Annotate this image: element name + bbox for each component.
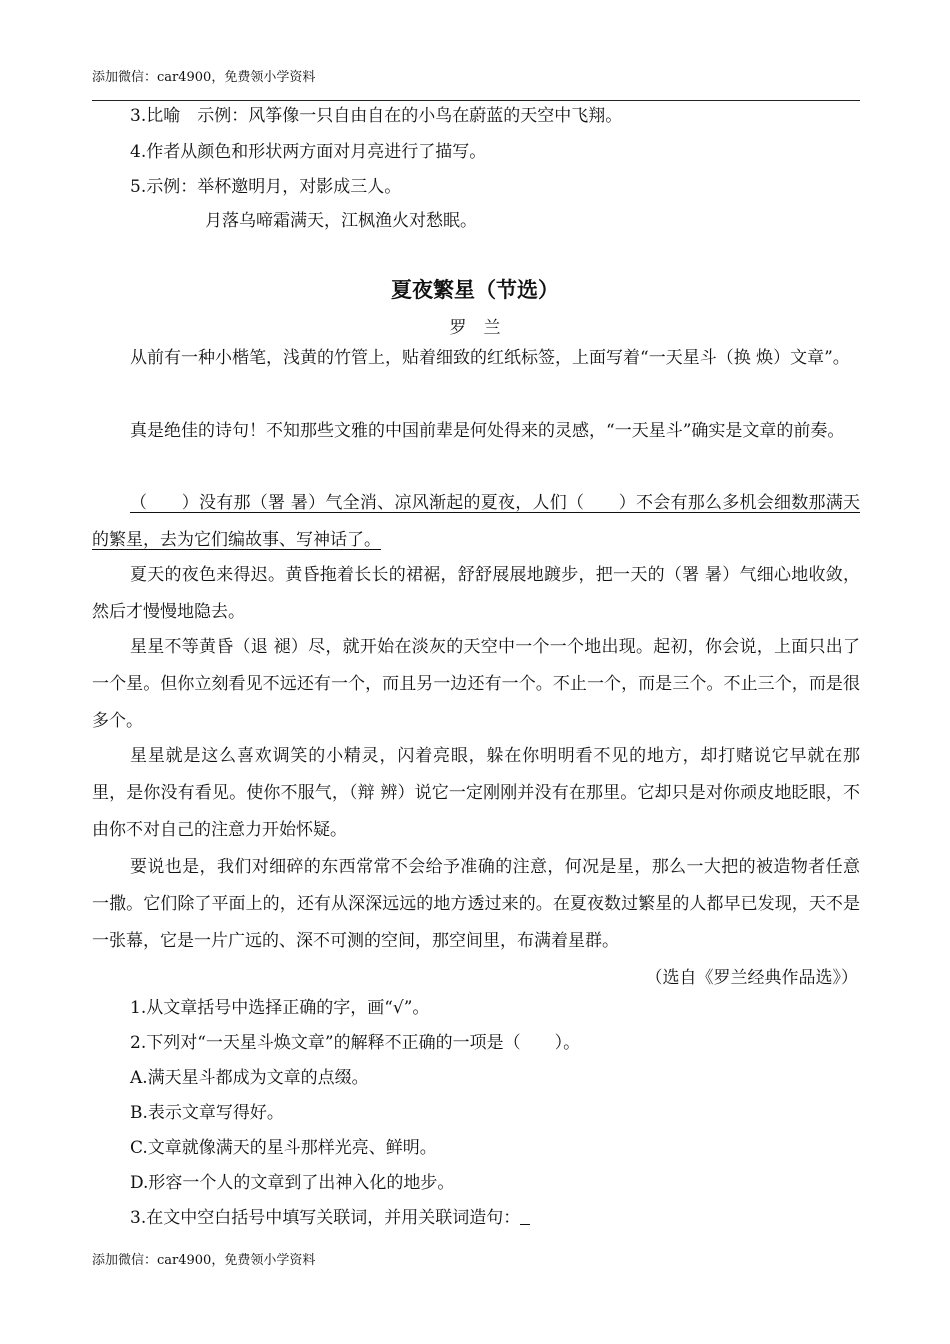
article-author: 罗 兰 — [449, 318, 501, 338]
paragraph-3-underlined-text: （ ）没有那（署 暑）气全消、凉风渐起的夏夜，人们（ ）不会有那么多机会细数那满天的繁星，去为它们编故事、写神话了。 — [92, 493, 860, 550]
answer-5: 5.示例：举杯邀明月，对影成三人。 — [130, 177, 402, 197]
paragraph-5: 星星不等黄昏（退 褪）尽，就开始在淡灰的天空中一个一个地出现。起初，你会说，上面只出了一个星。但你立刻看见不远还有一个，而且另一边还有一个。不止一个，而是三个。不止三个，而是很多个。 — [92, 637, 860, 731]
paragraph-7: 要说也是，我们对细碎的东西常常不会给予准确的注意，何况是星，那么一大把的被造物者任意一撒。它们除了平面上的，还有从深深远远的地方透过来的。在夏夜数过繁星的人都早已发现，天不是一张幕，它是一片广远的、深不可测的空间，那空间里，布满着星群。 — [92, 857, 860, 951]
option-d: D.形容一个人的文章到了出神入化的地步。 — [130, 1173, 455, 1193]
question-3-text: 3.在文中空白括号中填写关联词，并用关联词造句： — [130, 1208, 521, 1228]
answer-5-line-2: 月落乌啼霜满天，江枫渔火对愁眠。 — [205, 211, 477, 231]
article-title: 夏夜繁星（节选） — [391, 278, 559, 302]
page-header: 添加微信：car4900，免费领小学资料 — [92, 70, 316, 85]
page-footer: 添加微信：car4900，免费领小学资料 — [92, 1253, 316, 1268]
paragraph-2: 真是绝佳的诗句！不知那些文雅的中国前辈是何处得来的灵感，“一天星斗”确实是文章的前奏。 — [130, 421, 845, 441]
answer-blank[interactable] — [520, 1208, 530, 1225]
question-2: 2.下列对“一天星斗焕文章”的解释不正确的一项是（ ）。 — [130, 1033, 581, 1053]
option-a: A.满天星斗都成为文章的点缀。 — [130, 1068, 369, 1088]
paragraph-6: 星星就是这么喜欢调笑的小精灵，闪着亮眼，躲在你明明看不见的地方，却打赌说它早就在那里，是你没有看见。使你不服气，（辩 辨）说它一定刚刚并没有在那里。它却只是对你顽皮地眨眼，不由你不对自己的注意力开始怀疑。 — [92, 746, 860, 840]
header-divider — [92, 100, 860, 101]
option-b: B.表示文章写得好。 — [130, 1103, 284, 1123]
answer-4: 4.作者从颜色和形状两方面对月亮进行了描写。 — [130, 142, 487, 162]
paragraph-1: 从前有一种小楷笔，浅黄的竹管上，贴着细致的红纸标签，上面写着“一天星斗（换 焕）文章”。 — [130, 348, 850, 368]
answer-3: 3.比喻 示例：风筝像一只自由自在的小鸟在蔚蓝的天空中飞翔。 — [130, 106, 623, 126]
question-3 — [130, 1206, 530, 1230]
question-1: 1.从文章括号中选择正确的字，画“√”。 — [130, 998, 430, 1018]
paragraph-3 — [92, 485, 860, 559]
paragraph-4: 夏天的夜色来得迟。黄昏拖着长长的裙裾，舒舒展展地踱步，把一天的（署 暑）气细心地收敛，然后才慢慢地隐去。 — [92, 565, 860, 622]
option-c: C.文章就像满天的星斗那样光亮、鲜明。 — [130, 1138, 437, 1158]
source-citation: （选自《罗兰经典作品选》） — [645, 968, 858, 988]
